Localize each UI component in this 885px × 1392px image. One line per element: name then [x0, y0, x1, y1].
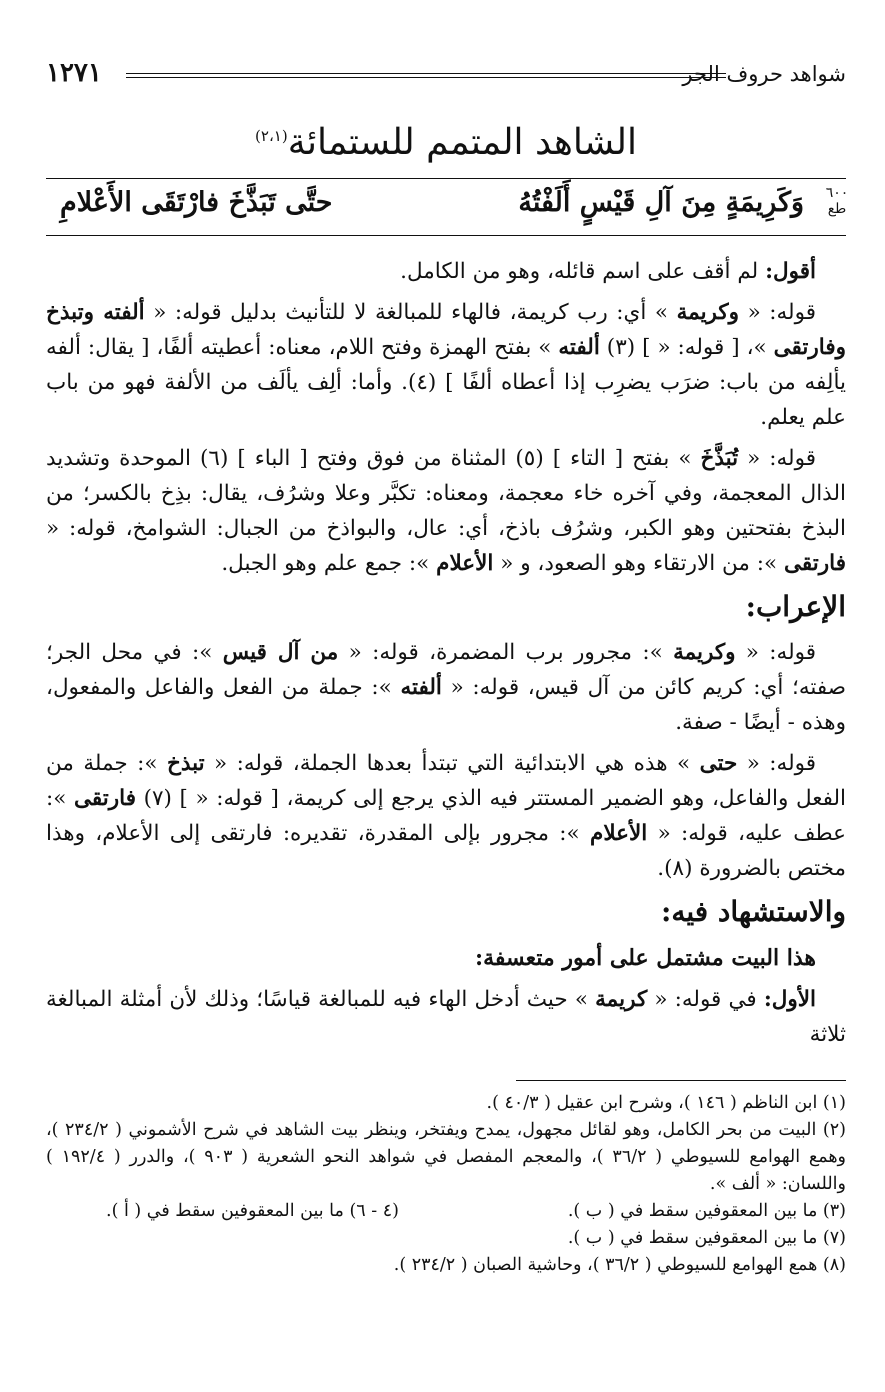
footnote-ref: (٥) [515, 446, 544, 471]
paragraph-meaning-1 [46, 295, 846, 435]
heading-irab: الإعراب: [745, 590, 846, 623]
text-run: »: جملة من الفعل والفاعل، وهو الضمير المستتر فيه الذي يرجع إلى كريمة، [ قوله: « ] [46, 751, 846, 811]
bold-term: ألفته [400, 675, 442, 700]
bold-term: وكريمة [673, 640, 736, 665]
text-run: قوله: « [738, 446, 816, 471]
paragraph-meaning-2 [46, 441, 846, 581]
text-run: قوله: « [739, 300, 816, 325]
text-run: »، [ قوله: « ] [635, 335, 774, 360]
text-run: قوله: « [737, 751, 817, 776]
text-run: » بفتح الهمزة وفتح اللام، معناه: أعطيته ألفًا، [ يقال: ألفه يألِفه من باب: ضرَب يضرِب إذا أعطاه ألفًا ] [46, 335, 846, 395]
footnote-8: (٨) همع الهوامع للسيوطي ( ٣٦/٢ )، وحاشية الصبان ( ٢٣٤/٢ ). [393, 1255, 846, 1275]
bold-term: فارتقى [784, 551, 846, 576]
paragraph-intro [46, 254, 846, 289]
bold-term: تُبَذَّخَ [700, 446, 739, 471]
text-run: » هذه هي الابتدائية التي تبتدأ بعدها الجملة، قوله: « [204, 751, 700, 776]
bold-term: كريمة [595, 987, 648, 1012]
book-page [46, 0, 849, 1392]
text-run: في قوله: « [647, 987, 764, 1012]
footnote-1: (١) ابن الناظم ( ١٤٦ )، وشرح ابن عقيل ( ٤٠/٣ ). [486, 1093, 846, 1113]
bold-term: الأعلام [436, 551, 494, 576]
bold-term: ألفته وتبذخ وفارتقى [46, 300, 846, 360]
paragraph-irab-1 [46, 635, 846, 740]
verse-block [46, 178, 849, 236]
header-rule [126, 73, 726, 78]
heading-istishhad: والاستشهاد فيه: [661, 895, 846, 928]
running-header [46, 58, 846, 92]
subheading-points: هذا البيت مشتمل على أمور متعسفة: [474, 945, 816, 971]
footnote-2: (٢) البيت من بحر الكامل، وهو لقائل مجهول، يمدح ويفتخر، وينظر بيت الشاهد في شرح الأشموني ( ٢٣٤/٢ )، وهمع الهوامع للسيوطي ( ٣٦/٢ )، والمعجم المفصل في شواهد النحو الشعرية ( ٩٠٣ )، والدرر ( ١٩٢/٤ ) واللسان: « ألف ». [46, 1120, 847, 1194]
text-run: »: جملة من الفعل والفاعل والمفعول، وهذه - أيضًا - صفة. [46, 675, 846, 735]
text-run [600, 335, 607, 360]
footnote-row [46, 1198, 846, 1225]
lead-label: الأول: [763, 987, 816, 1012]
text-run: »: جمع علم وهو الجبل. [221, 551, 437, 576]
footnote-ref: (٨) [664, 856, 693, 881]
footnote-ref: (٤) [407, 370, 437, 395]
text-run: . وأما: ألِف يألَف من الألفة فهو من باب علم يعلم. [46, 370, 846, 430]
text-run: »: مجرور بإلى المقدرة، تقديره: فارتقى إلى الأعلام، وهذا مختص بالضرورة [46, 821, 846, 881]
verse-hemistich-first: وَكَرِيمَةٍ مِنَ آلِ قَيْسٍ أَلَفْتُهُ [518, 187, 804, 218]
verse-meter-abbr: طع [827, 201, 847, 217]
footnotes [46, 1090, 846, 1279]
text-run: » أي: رب كريمة، فالهاء للمبالغة لا للتأنيث بدليل قوله: « [144, 300, 677, 325]
text-run: »: في محل الجر؛ صفته؛ أي: كريم كائن من آل قيس، قوله: « [46, 640, 846, 700]
section-title [46, 122, 846, 163]
running-header-title: شواهد حروف الجر [682, 62, 846, 86]
bold-term: تبذخ [166, 751, 205, 776]
text-run [136, 786, 144, 811]
footnote-separator [516, 1080, 846, 1081]
verse-number-value: ٦٠٠ [825, 185, 849, 201]
bold-term: حتى [699, 751, 738, 776]
section-title-text: الشاهد المتمم للستمائة [287, 122, 637, 163]
text-run: . [657, 856, 665, 881]
lead-label: أقول: [765, 259, 816, 284]
page-number: ١٢٧١ [46, 58, 102, 88]
bold-term: فارتقى [74, 786, 136, 811]
text-run: »: عطف عليه، قوله: « [46, 786, 846, 846]
footnote-ref: (٣) [606, 335, 636, 360]
text-run: » حيث أدخل الهاء فيه للمبالغة قياسًا؛ وذلك لأن أمثلة المبالغة ثلاثة [46, 987, 846, 1047]
paragraph-first-point [46, 982, 846, 1052]
body-text [46, 254, 846, 1058]
text-run: قوله: « [735, 640, 816, 665]
text-run: »: من الارتقاء وهو الصعود، و « [493, 551, 784, 576]
verse-number [822, 185, 852, 217]
bold-term: ألفته [558, 335, 600, 360]
bold-term: الأعلام [590, 821, 648, 846]
footnote-ref: (٧) [143, 786, 172, 811]
footnote-4-6: (٤ - ٦) ما بين المعقوفين سقط في ( أ ). [106, 1201, 399, 1221]
bold-term: وكريمة [676, 300, 740, 325]
bold-term: من آل قيس [222, 640, 339, 665]
footnote-ref: (٦) [199, 446, 229, 471]
paragraph-irab-2 [46, 746, 846, 886]
footnote-7: (٧) ما بين المعقوفين سقط في ( ب ). [567, 1228, 846, 1248]
text-run: الموحدة وتشديد الذال المعجمة، وفي آخره خاء معجمة، ومعناه: تكبَّر وعلا وشرُف، يقال: بذِخ بالكسر؛ من البذخ بفتحتين وهو الكبر، وشرُف باذخ، أي: عال، والبواذخ من الجبال: الشوامخ، قوله: « [46, 446, 846, 541]
text-run: »: مجرور برب المضمرة، قوله: « [338, 640, 674, 665]
section-title-footnote-ref: (٢،١) [255, 127, 288, 145]
text-run: المثناة من فوق وفتح [ الباء ] [228, 446, 516, 471]
text-run: لم أقف على اسم قائله، وهو من الكامل. [400, 259, 766, 284]
text-run: » بفتح [ التاء ] [543, 446, 701, 471]
verse-hemistich-second: حتَّى تَبَذَّخَ فارْتَقَى الأَعْلامِ [60, 187, 333, 218]
footnote-3: (٣) ما بين المعقوفين سقط في ( ب ). [567, 1201, 846, 1221]
